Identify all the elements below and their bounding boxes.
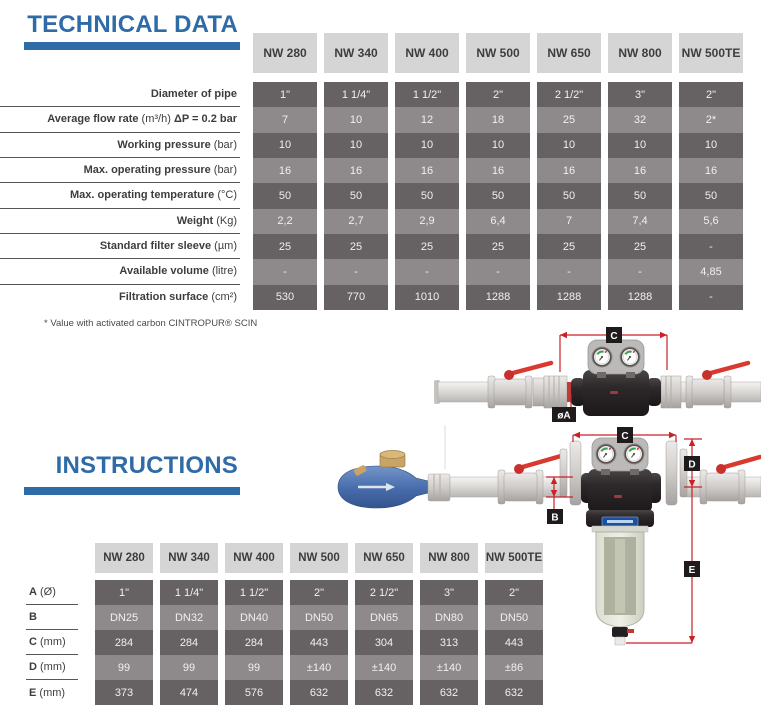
table-cell: 1288 <box>608 285 672 310</box>
instructions-row-labels <box>26 580 78 705</box>
table-cell: 7,4 <box>608 209 672 234</box>
row-label-standard-filter-sleeve: Standard filter sleeve (µm) <box>0 234 240 259</box>
table-cell: 10 <box>253 133 317 158</box>
instructions-title-underline <box>24 487 240 495</box>
column-nw-400 <box>395 33 459 310</box>
column-header: NW 500 <box>290 543 348 573</box>
table-cell: 50 <box>466 183 530 208</box>
table-cell: 1 1/4" <box>160 580 218 605</box>
table-cell: 632 <box>355 680 413 705</box>
table-cell: DN32 <box>160 605 218 630</box>
table-cell: 632 <box>290 680 348 705</box>
column-header: NW 280 <box>253 33 317 73</box>
dimension-d-label: D <box>688 459 696 471</box>
row-label-filtration-surface: Filtration surface (cm²) <box>119 291 237 304</box>
column-header: NW 500TE <box>679 33 743 73</box>
filter-head <box>581 469 661 527</box>
flanges-left <box>560 441 581 505</box>
pressure-gauges <box>592 438 648 475</box>
table-cell: 1" <box>253 82 317 107</box>
column-nw-340 <box>324 33 388 310</box>
drain-valve <box>615 637 625 645</box>
column-header: NW 280 <box>95 543 153 573</box>
table-cell: 2 1/2" <box>537 82 601 107</box>
pipe-left <box>434 380 492 404</box>
table-cell: 2 1/2" <box>355 580 413 605</box>
table-cell: DN25 <box>95 605 153 630</box>
table-cell: 530 <box>253 285 317 310</box>
table-cell: 1010 <box>395 285 459 310</box>
table-cell: 284 <box>95 630 153 655</box>
coupling-nut-right <box>661 376 681 408</box>
table-cell: DN65 <box>355 605 413 630</box>
gauge-icon <box>592 347 612 367</box>
table-cell: 25 <box>608 234 672 259</box>
dimension-a-label: øA <box>557 410 571 422</box>
table-cell: 50 <box>608 183 672 208</box>
table-cell: ±140 <box>355 655 413 680</box>
column-header: NW 650 <box>537 33 601 73</box>
table-cell: ±140 <box>290 655 348 680</box>
table-cell: DN40 <box>225 605 283 630</box>
table-cell: 1 1/2" <box>225 580 283 605</box>
table-cell: 99 <box>95 655 153 680</box>
technical-title-underline <box>24 42 240 50</box>
row-label-a: A (Ø) <box>26 580 78 605</box>
table-cell: - <box>679 285 743 310</box>
table-cell: 474 <box>160 680 218 705</box>
dimension-c-label: C <box>610 331 618 342</box>
gauge-icon <box>596 444 616 464</box>
table-cell: 10 <box>324 133 388 158</box>
drain-fitting <box>612 627 628 637</box>
table-cell: 50 <box>324 183 388 208</box>
table-cell: - <box>324 259 388 284</box>
row-label-diameter-of-pipe: Diameter of pipe <box>0 82 240 107</box>
filter-bowl <box>592 526 648 645</box>
table-cell: 443 <box>485 630 543 655</box>
table-cell: DN50 <box>290 605 348 630</box>
table-cell: 18 <box>466 107 530 132</box>
column-header: NW 500 <box>466 33 530 73</box>
table-cell: 99 <box>225 655 283 680</box>
technical-grid <box>253 33 743 310</box>
column-header: NW 340 <box>324 33 388 73</box>
table-cell: 2,9 <box>395 209 459 234</box>
table-cell: 25 <box>537 234 601 259</box>
table-cell: - <box>395 259 459 284</box>
flanges-right <box>666 441 687 505</box>
table-cell: 3" <box>420 580 478 605</box>
table-cell: 632 <box>420 680 478 705</box>
table-cell: 2" <box>290 580 348 605</box>
table-cell: - <box>253 259 317 284</box>
table-cell: 99 <box>160 655 218 680</box>
table-cell: 304 <box>355 630 413 655</box>
column-nw-500te <box>679 33 743 310</box>
gauge-icon <box>620 347 640 367</box>
row-label-average-flow-rate: Average flow rate (m³/h) ΔP = 0.2 bar <box>0 107 240 132</box>
dimension-e-label: E <box>688 565 696 576</box>
table-cell: 7 <box>537 209 601 234</box>
table-cell: 50 <box>679 183 743 208</box>
table-cell: 373 <box>95 680 153 705</box>
table-cell: 313 <box>420 630 478 655</box>
column-header: NW 400 <box>225 543 283 573</box>
table-cell: DN80 <box>420 605 478 630</box>
dimension-c-label: C <box>621 431 629 442</box>
row-label-available-volume: Available volume (litre) <box>0 259 240 284</box>
table-cell: ±86 <box>485 655 543 680</box>
table-cell: 7 <box>253 107 317 132</box>
row-label-weight: Weight (Kg) <box>0 209 240 234</box>
table-cell: 25 <box>395 234 459 259</box>
dimension-b-label: B <box>551 512 559 524</box>
installation-diagram-top <box>430 320 761 430</box>
column-header: NW 800 <box>420 543 478 573</box>
table-cell: 10 <box>608 133 672 158</box>
valve-handle <box>707 363 748 374</box>
row-label-d: D (mm) <box>26 655 78 680</box>
table-cell: 25 <box>324 234 388 259</box>
table-cell: 770 <box>324 285 388 310</box>
column-header: NW 340 <box>160 543 218 573</box>
column-nw-280 <box>253 33 317 310</box>
column-header: NW 650 <box>355 543 413 573</box>
footnote: * Value with activated carbon CINTROPUR® SCIN <box>44 318 258 329</box>
filter-head <box>571 370 661 416</box>
table-cell: 10 <box>466 133 530 158</box>
table-cell: 284 <box>160 630 218 655</box>
water-meter <box>338 451 450 509</box>
dimension-c-bottom <box>573 427 676 443</box>
column-nw-650 <box>537 33 601 310</box>
column-nw-340 <box>160 543 218 705</box>
column-header: NW 500TE <box>485 543 543 573</box>
pressure-gauges <box>588 340 644 378</box>
table-cell: - <box>679 234 743 259</box>
table-cell: 4,85 <box>679 259 743 284</box>
valve-handle <box>721 457 760 468</box>
coupling-nut-left <box>533 376 571 408</box>
valve-handle <box>509 363 551 374</box>
table-cell: 16 <box>324 158 388 183</box>
table-cell: 12 <box>395 107 459 132</box>
column-nw-500 <box>466 33 530 310</box>
column-nw-280 <box>95 543 153 705</box>
column-nw-400 <box>225 543 283 705</box>
table-cell: 32 <box>608 107 672 132</box>
row-label-max-operating-temperature: Max. operating temperature (°C) <box>0 183 240 208</box>
table-cell: 25 <box>466 234 530 259</box>
table-cell: 1 1/4" <box>324 82 388 107</box>
table-cell: 10 <box>679 133 743 158</box>
table-cell: 25 <box>253 234 317 259</box>
table-cell: 2" <box>485 580 543 605</box>
row-label-max-operating-pressure: Max. operating pressure (bar) <box>0 158 240 183</box>
table-cell: 1288 <box>537 285 601 310</box>
row-label-c: C (mm) <box>26 630 78 655</box>
instructions-title: INSTRUCTIONS <box>55 452 238 479</box>
table-cell: ±140 <box>420 655 478 680</box>
table-cell: 2,7 <box>324 209 388 234</box>
table-cell: 16 <box>537 158 601 183</box>
row-label-e: E (mm) <box>29 686 66 699</box>
table-cell: 3" <box>608 82 672 107</box>
table-cell: 2,2 <box>253 209 317 234</box>
table-cell: - <box>466 259 530 284</box>
table-cell: - <box>537 259 601 284</box>
table-cell: 50 <box>395 183 459 208</box>
table-cell: 25 <box>537 107 601 132</box>
valve-handle <box>519 456 561 468</box>
table-cell: 632 <box>485 680 543 705</box>
table-cell: 443 <box>290 630 348 655</box>
table-cell: 50 <box>537 183 601 208</box>
table-cell: 1" <box>95 580 153 605</box>
table-cell: 2* <box>679 107 743 132</box>
table-cell: 16 <box>608 158 672 183</box>
installation-diagram-bottom <box>330 425 761 675</box>
table-cell: 576 <box>225 680 283 705</box>
row-label-working-pressure: Working pressure (bar) <box>0 133 240 158</box>
table-cell: 284 <box>225 630 283 655</box>
table-cell: DN50 <box>485 605 543 630</box>
table-cell: 10 <box>537 133 601 158</box>
row-label-b: B <box>26 605 78 630</box>
gauge-icon <box>624 444 644 464</box>
column-header: NW 400 <box>395 33 459 73</box>
table-cell: 5,6 <box>679 209 743 234</box>
column-nw-800 <box>608 33 672 310</box>
table-cell: 16 <box>253 158 317 183</box>
table-cell: 10 <box>395 133 459 158</box>
technical-row-labels <box>0 82 240 310</box>
table-cell: 2" <box>466 82 530 107</box>
table-cell: 50 <box>253 183 317 208</box>
technical-data-title: TECHNICAL DATA <box>27 11 238 38</box>
table-cell: - <box>608 259 672 284</box>
table-cell: 2" <box>679 82 743 107</box>
table-cell: 16 <box>395 158 459 183</box>
table-cell: 16 <box>679 158 743 183</box>
table-cell: 10 <box>324 107 388 132</box>
table-cell: 1288 <box>466 285 530 310</box>
table-cell: 6,4 <box>466 209 530 234</box>
table-cell: 1 1/2" <box>395 82 459 107</box>
column-header: NW 800 <box>608 33 672 73</box>
table-cell: 16 <box>466 158 530 183</box>
